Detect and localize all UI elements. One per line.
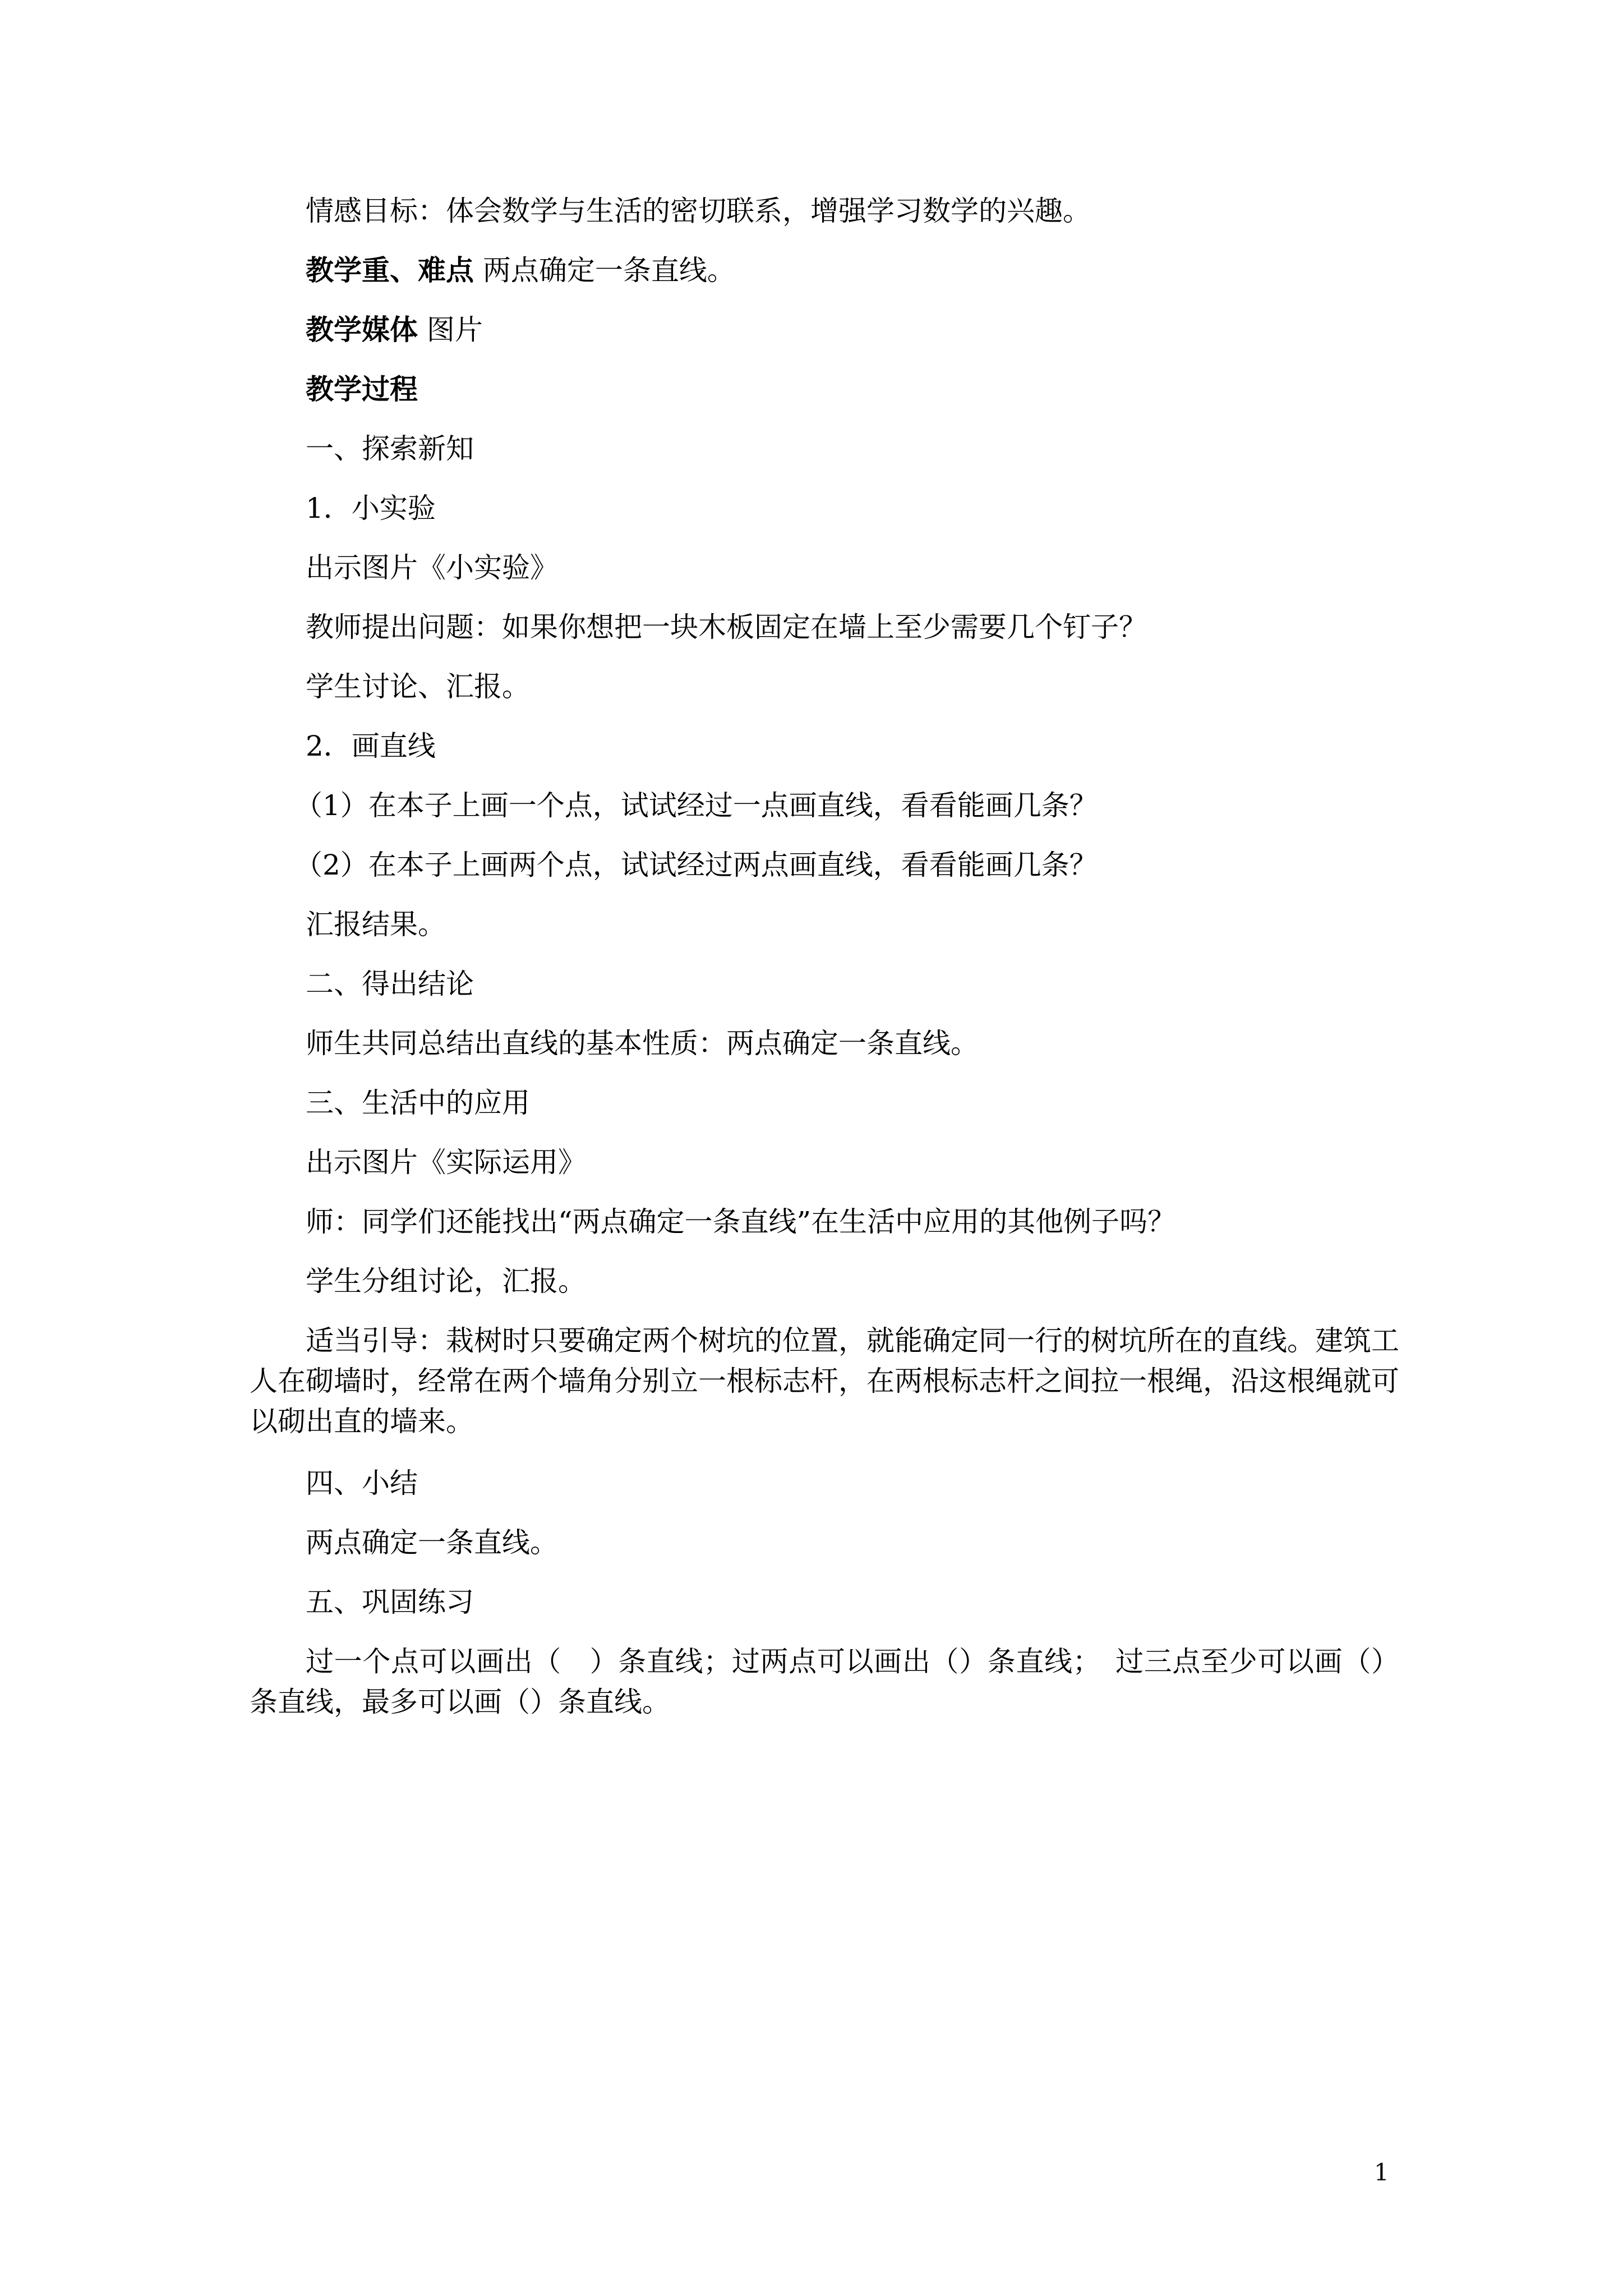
emotion-goal-line: 情感目标：体会数学与生活的密切联系，增强学习数学的兴趣。 bbox=[306, 195, 1091, 227]
conclusion-text: 师生共同总结出直线的基本性质：两点确定一条直线。 bbox=[306, 1027, 979, 1060]
summary-text: 两点确定一条直线。 bbox=[306, 1526, 558, 1559]
media-label: 教学媒体 bbox=[306, 313, 418, 346]
focus-line bbox=[250, 250, 1399, 291]
step-2: （2）在本子上画两个点，试试经过两点画直线，看看能画几条？ bbox=[294, 849, 1098, 881]
step-1: （1）在本子上画一个点，试试经过一点画直线，看看能画几条？ bbox=[294, 789, 1098, 822]
section-5-heading: 五、巩固练习 bbox=[306, 1586, 474, 1618]
show-picture-1: 出示图片《小实验》 bbox=[306, 551, 558, 584]
guide-paragraph: 适当引导：栽树时只要确定两个树坑的位置，就能确定同一行的树坑所在的直线。建筑工人在砌墙时，经常在两个墙角分别立一根标志杆，在两根标志杆之间拉一根绳，沿这根绳就可以砌出直的墙来。 bbox=[250, 1324, 1399, 1438]
media-text: 图片 bbox=[426, 314, 483, 346]
focus-label: 教学重、难点 bbox=[306, 254, 474, 287]
media-line bbox=[250, 310, 1399, 350]
section-2-heading: 二、得出结论 bbox=[306, 968, 474, 1000]
item-1-heading: 1．小实验 bbox=[306, 492, 436, 524]
show-picture-2: 出示图片《实际运用》 bbox=[306, 1146, 586, 1179]
page-number: 1 bbox=[1374, 2159, 1389, 2186]
document-body bbox=[250, 191, 1399, 1743]
exercise-paragraph: 过一个点可以画出（ ）条直线；过两点可以画出（）条直线； 过三点至少可以画（）条直线，最多可以画（）条直线。 bbox=[250, 1645, 1399, 1718]
student-discuss-2: 学生分组讨论，汇报。 bbox=[306, 1265, 586, 1297]
teacher-question-1: 教师提出问题：如果你想把一块木板固定在墙上至少需要几个钉子？ bbox=[306, 611, 1147, 643]
report-result: 汇报结果。 bbox=[306, 908, 446, 941]
section-4-heading: 四、小结 bbox=[306, 1467, 418, 1499]
section-3-heading: 三、生活中的应用 bbox=[306, 1087, 530, 1119]
teacher-question-2: 师：同学们还能找出“两点确定一条直线”在生活中应用的其他例子吗？ bbox=[306, 1205, 1176, 1238]
item-2-heading: 2．画直线 bbox=[306, 730, 436, 762]
focus-text: 两点确定一条直线。 bbox=[482, 254, 735, 287]
process-heading: 教学过程 bbox=[306, 372, 418, 406]
section-1-heading: 一、探索新知 bbox=[306, 432, 474, 465]
student-discuss-1: 学生讨论、汇报。 bbox=[306, 670, 530, 703]
